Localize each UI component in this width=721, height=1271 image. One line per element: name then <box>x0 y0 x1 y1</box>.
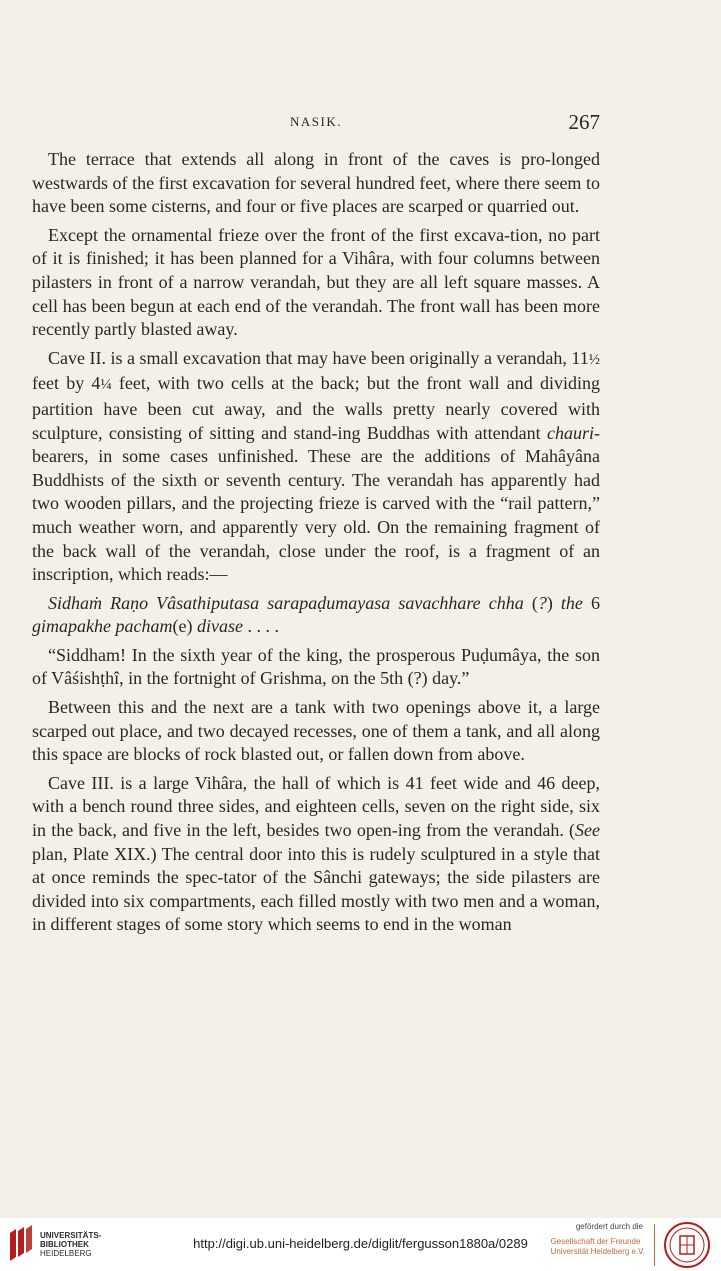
italic-see: See <box>575 820 600 841</box>
cave-ii-text-4: -bearers, in some cases unfinished. These are the additions of Mahâyâna Buddhists of the sixth or seventh century. The verandah has apparently had two wooden pillars, and the projecting frieze is carved with the “rail pattern,” much weather worn, and apparently very old. On the remaining fragment of the back wall of the verandah, close under the roof, is a fragment of an inscription, which reads:— <box>32 422 600 585</box>
running-head <box>32 110 600 140</box>
cave-ii-text-1: Cave II. is a small excavation that may have been originally a verandah, 11 <box>48 347 589 368</box>
permalink-url[interactable]: http://digi.ub.uni-heidelberg.de/diglit/fergusson1880a/0289 <box>193 1236 528 1251</box>
inscription-part-3: the <box>560 592 583 613</box>
inscription-part-4: gimapakhe pacham <box>32 616 173 637</box>
university-seal-icon <box>663 1221 711 1269</box>
fraction-quarter: ¼ <box>100 377 112 394</box>
society-line-1: Gesellschaft der Freunde <box>550 1237 641 1246</box>
inscription-sep-5: . . . . <box>242 616 279 637</box>
body-text <box>32 148 600 942</box>
inscription-sep-2: ) <box>546 592 561 613</box>
cave-ii-text-2: feet by 4 <box>32 373 101 394</box>
inscription-sep-4: (e) <box>172 616 197 637</box>
institution-line-3: HEIDELBERG <box>40 1249 92 1258</box>
institution-line-2: BIBLIOTHEK <box>40 1240 89 1249</box>
inscription-translation: “Siddham! In the sixth year of the king, the prosperous Puḍumâya, the son of Vâśishṭhî, in the fortnight of Grishma, on the 5th (?) day.” <box>32 644 600 689</box>
page-number: 267 <box>568 110 600 134</box>
cave-ii-text-3: feet, with two cells at the back; but the front wall and dividing partition have been cut away, and the walls pretty nearly covered with sculpture, consisting of sitting and stand-ing Buddhas with attendant <box>32 373 600 443</box>
inscription-sep-1: ( <box>523 592 538 613</box>
paragraph-cave-ii <box>32 347 600 587</box>
institution-line-1: UNIVERSITÄTS- <box>40 1231 102 1240</box>
library-footer <box>0 1218 721 1271</box>
cave-iii-text-1: Cave III. is a large Vihâra, the hall of which is 41 feet wide and 46 deep, with a bench round three sides, and eighteen cells, seven on the right side, six in the back, and five in the left, besides two open-ing from the verandah. ( <box>32 772 600 841</box>
society-name <box>551 1237 645 1257</box>
funded-by-label: gefördert durch die <box>575 1222 643 1231</box>
inscription-sep-3: 6 <box>582 592 601 613</box>
footer-divider <box>654 1224 655 1266</box>
running-title: NASIK. <box>290 114 342 129</box>
paragraph-frieze: Except the ornamental frieze over the front of the first excava-tion, no part of it is finished; it has been planned for a Vihâra, with four columns between pilasters in front of a narrow verandah, but they are all left square masses. A cell has been begun at each end of the verandah. The front wall has been more recently partly blasted away. <box>32 224 600 340</box>
cave-iii-text-2: plan, Plate XIX.) The central door into this is rudely sculptured in a style that at once reminds the spec-tator of the Sânchi gateways; the side pilasters are divided into six compartments, each filled mostly with two men and a woman, in different stages of some story which seems to end in the woman <box>32 843 600 935</box>
fraction-half: ½ <box>588 351 600 368</box>
inscription-part-1: Sidhaṁ Raṇo Vâsathiputasa sarapaḍumayasa savachhare chha <box>48 592 524 613</box>
inscription-transliteration <box>32 592 600 639</box>
paragraph-terrace: The terrace that extends all along in front of the caves is pro-longed westwards of the first excavation for several hundred feet, where there seem to have been some cisterns, and four or five places are scarped or quarried out. <box>32 149 600 217</box>
paragraph-cave-iii <box>32 772 600 937</box>
italic-chauri: chauri <box>547 422 594 443</box>
society-line-2: Universität Heidelberg e.V. <box>550 1247 645 1256</box>
inscription-part-2: ? <box>537 592 547 613</box>
paragraph-tank: Between this and the next are a tank with two openings above it, a large scarped out place, and two decayed recesses, one of them a tank, and all along this space are blocks of rock blasted out, or fallen down from above. <box>32 697 600 765</box>
inscription-part-5: divase <box>196 616 243 637</box>
